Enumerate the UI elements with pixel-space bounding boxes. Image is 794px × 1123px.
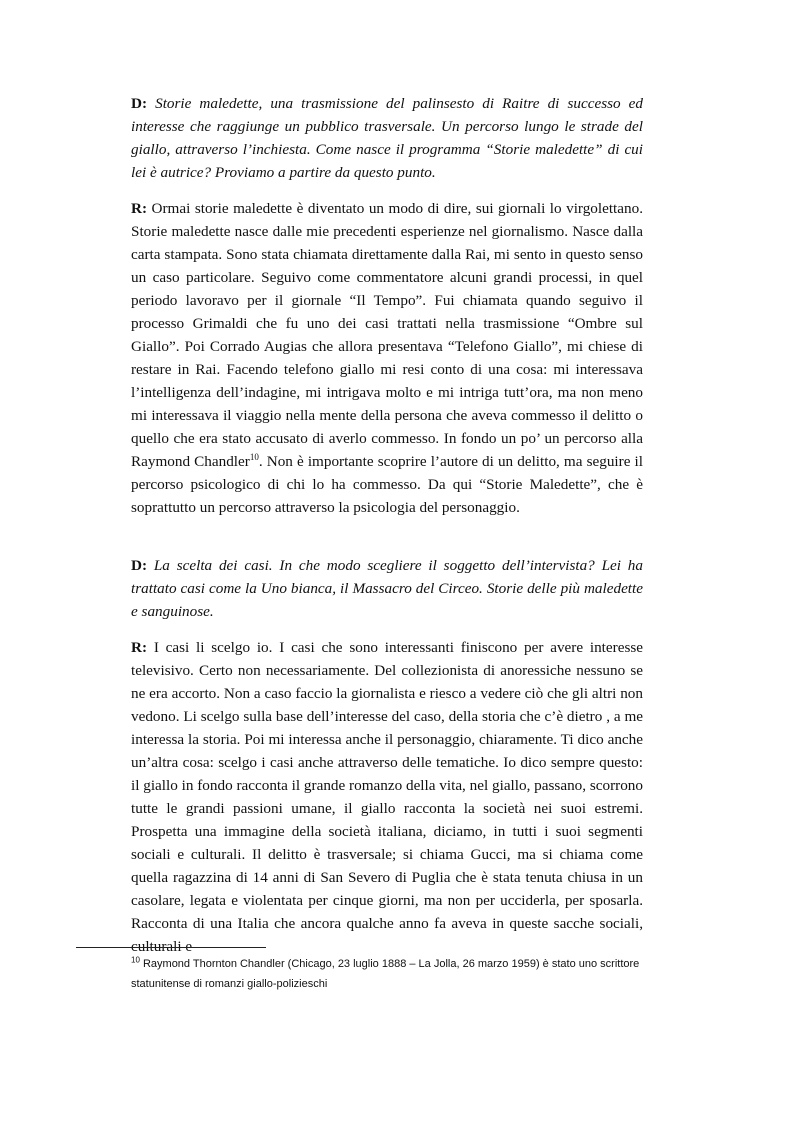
answer-tag: R: (131, 639, 148, 656)
answer-1 (131, 197, 643, 519)
answer-2 (131, 636, 643, 958)
question-1 (131, 92, 643, 184)
footnote-separator (76, 947, 266, 948)
answer-text: I casi li scelgo io. I casi che sono interessanti finiscono per avere interesse televisivo. Certo non necessariamente. Del collezionista di anoressiche nessuno se ne era accorto. Non a caso faccio la giornalista e riesco a vedere ciò che gli altri non vedono. Li scelgo sulla base dell’interesse del caso, della storia che c’è dietro , a me interessa la storia. Poi mi interessa anche il personaggio, chiaramente. Ti dico anche un’altra cosa: scelgo i casi anche attraverso delle tematiche. Io dico sempre questo: il giallo in fondo racconta il grande romanzo della vita, nel giallo, passano, scorrono tutte le grandi passioni umane, il giallo racconta la società nei suoi estremi. Prospetta una immagine della società italiana, diciamo, in tutti i suoi segmenti sociali e culturali. Il delitto è trasversale; si chiama Gucci, ma si chiama come quella ragazzina di 14 anni di San Severo di Puglia che è stata tenuta chiusa in un casolare, legata e violentata per cinque giorni, ma non per ucciderla, per sposarla. Racconta di una Italia che ancora qualche anno fa aveva in queste sacche sociali, culturali e (131, 639, 643, 955)
question-tag: D: (131, 557, 148, 574)
question-tag: D: (131, 95, 148, 112)
footnote-text: Raymond Thornton Chandler (Chicago, 23 luglio 1888 – La Jolla, 26 marzo 1959) è stato uno scrittore statunitense di romanzi giallo-polizieschi (131, 958, 640, 990)
answer-text-part2: . Non è importante scoprire l’autore di un delitto, ma seguire il percorso psicologico di chi lo ha commesso. Da qui “Storie Maledette”, che è soprattutto un percorso attraverso la psicologia del personaggio. (131, 453, 643, 516)
question-text: Storie maledette, una trasmissione del palinsesto di Raitre di successo ed interesse che raggiunge un pubblico trasversale. Un percorso lungo le strade del giallo, attraverso l’inchiesta. Come nasce il programma “Storie maledette” di cui lei è autrice? Proviamo a partire da questo punto. (131, 95, 643, 181)
question-text: La scelta dei casi. In che modo scegliere il soggetto dell’intervista? Lei ha trattato casi come la Uno bianca, il Massacro del Circeo. Storie delle più maledette e sanguinose. (131, 557, 643, 620)
footnote-reference[interactable]: 10 (249, 451, 259, 462)
question-2 (131, 554, 643, 623)
footnote (131, 954, 696, 994)
answer-text-part1: Ormai storie maledette è diventato un modo di dire, sui giornali lo virgolettano. Storie maledette nasce dalle mie precedenti esperienze nel giornalismo. Nasce dalla carta stampata. Sono stata chiamata direttamente dalla Rai, mi sento in questo senso un caso particolare. Seguivo come commentatore alcuni grandi processi, in quel periodo lavoravo per il giornale “Il Tempo”. Fui chiamata quando seguivo il processo Grimaldi che fu uno dei casi trattati nella trasmissione “Ombre sul Giallo”. Poi Corrado Augias che allora presentava “Telefono Giallo”, mi chiese di restare in Rai. Facendo telefono giallo mi resi conto di una cosa: mi interessava l’intelligenza dell’indagine, mi intrigava molto e mi intriga tutt’ora, ma non meno mi interessava il viaggio nella mente della persona che aveva commesso il delitto o quello che era stato accusato di averlo commesso. In fondo un po’ un percorso alla Raymond Chandler (131, 200, 644, 470)
footnote-number: 10 (131, 955, 140, 965)
answer-tag: R: (131, 200, 148, 217)
